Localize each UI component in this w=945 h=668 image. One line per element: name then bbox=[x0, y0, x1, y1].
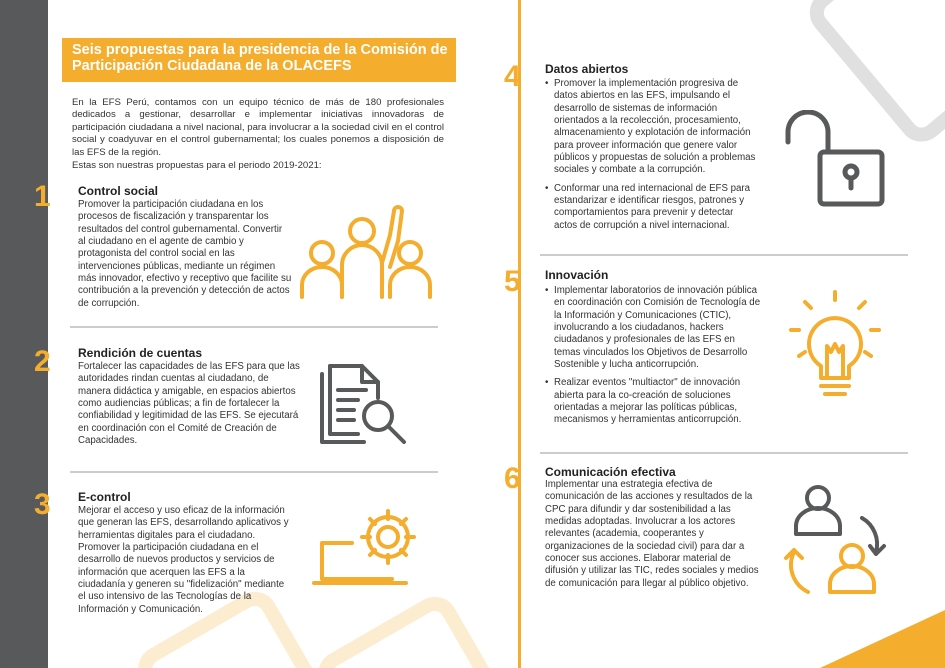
section-number-5: 5 bbox=[504, 265, 521, 298]
section-title-e-control: E-control bbox=[78, 490, 131, 504]
section-bullets-datos-abiertos bbox=[545, 78, 759, 238]
bullet-item: • Promover la implementación progresiva de datos abiertos en las EFS, impulsando el desarrollo de sistemas de información orientados a la recolección, procesamiento, almacenamiento y explotación de información para proveer información que genere valor públicos y propuestas de solución a problemas sociales y combate a la corrupción. bbox=[545, 78, 759, 177]
section-number-1: 1 bbox=[34, 180, 51, 213]
bullet-item: • Implementar laboratorios de innovación pública en coordinación con Comisión de Tecnología de la Información y Comunicaciones (CTIC), involucrando a los ciudadanos, hackers ciudadanos y profesionales de las EFS en temas vinculados los Objetivos de Desarrollo Sostenible y lucha anticorrupción. bbox=[545, 285, 763, 371]
section-number-2: 2 bbox=[34, 345, 51, 378]
lightbulb-icon bbox=[785, 290, 885, 408]
intro-subheading: Estas son nuestras propuestas para el periodo 2019-2021: bbox=[72, 160, 322, 171]
section-number-3: 3 bbox=[34, 488, 51, 521]
section-number-6: 6 bbox=[504, 462, 521, 495]
section-body-comunicacion: Implementar una estrategia efectiva de comunicación de las acciones y resultados de la CPC para difundir y dar sostenibilidad a las medidas adoptadas. Involucrar a los actores relevantes (academia, cooperantes y organizaciones de la sociedad civil) para dar a conocer sus acciones. Elaborar material de difusión y utilizar las TIC, redes sociales y medios de comunicación para llegar al público objetivo. bbox=[545, 479, 759, 589]
section-title-datos-abiertos: Datos abiertos bbox=[545, 62, 629, 76]
section-title-comunicacion: Comunicación efectiva bbox=[545, 465, 676, 479]
section-title-control-social: Control social bbox=[78, 184, 159, 198]
bullet-item: • Realizar eventos "multiactor" de innovación abierta para la co-creación de soluciones orientadas a mejorar las políticas públicas, mecanismos y herramientas anticorrupción. bbox=[545, 377, 763, 426]
section-body-e-control: Mejorar el acceso y uso eficaz de la información que generan las EFS, desarrollando aplicativos y herramientas digitales para el ciudadano. Promover la participación ciudadana en el desarrollo de nuevos productos y servicios de información que acerquen las EFS a la ciudadanía y generen su "fidelización" mediante el uso intensivo de las Tecnologías de la Información y Comunicación. bbox=[78, 505, 289, 615]
page-title: Seis propuestas para la presidencia de la Comisión de Participación Ciudadana de la OLACEFS bbox=[62, 38, 456, 82]
laptop-gear-icon bbox=[312, 505, 424, 591]
section-bullets-innovacion bbox=[545, 285, 763, 433]
document-magnifier-icon bbox=[318, 358, 410, 450]
section-body-rendicion: Fortalecer las capacidades de las EFS para que las autoridades rindan cuentas al ciudadano, de manera didáctica y amigable, en espacios abiertos como audiencias públicas; a fin de fortalecer la confiabilidad y legitimidad de las EFS. Se ejecutará en coordinación con el Comité de Creación de Capacidades. bbox=[78, 361, 300, 447]
section-body-control-social: Promover la participación ciudadana en los procesos de fiscalización y transparentar los resultados del control gubernamental. Convertir al ciudadano en el agente de cambio y protagonista del control social en las intervenciones públicas, mediante un régimen más innovador, efectivo y receptivo que facilite su contribución a la prevención y detección de actos de corrupción. bbox=[78, 199, 292, 309]
open-padlock-icon bbox=[780, 110, 890, 210]
bullet-item: • Conformar una red internacional de EFS para estandarizar e identificar riesgos, patrones y comportamientos para prevenir y detectar actos de corrupción a nivel internacional. bbox=[545, 183, 759, 232]
people-raising-hand-icon bbox=[298, 205, 436, 301]
section-title-rendicion: Rendición de cuentas bbox=[78, 346, 203, 360]
people-exchange-icon bbox=[778, 482, 892, 598]
section-number-4: 4 bbox=[504, 60, 521, 93]
intro-paragraph: En la EFS Perú, contamos con un equipo técnico de más de 180 profesionales dedicados a gestionar, desarrollar e implementar iniciativas innovadoras de participación ciudadana a nivel nacional, para involucrar a la sociedad civil en el control social y coadyuvar en el control gubernamental; los cuales ponemos a disposición de las EFS de la región. bbox=[72, 97, 444, 158]
section-title-innovacion: Innovación bbox=[545, 268, 609, 282]
